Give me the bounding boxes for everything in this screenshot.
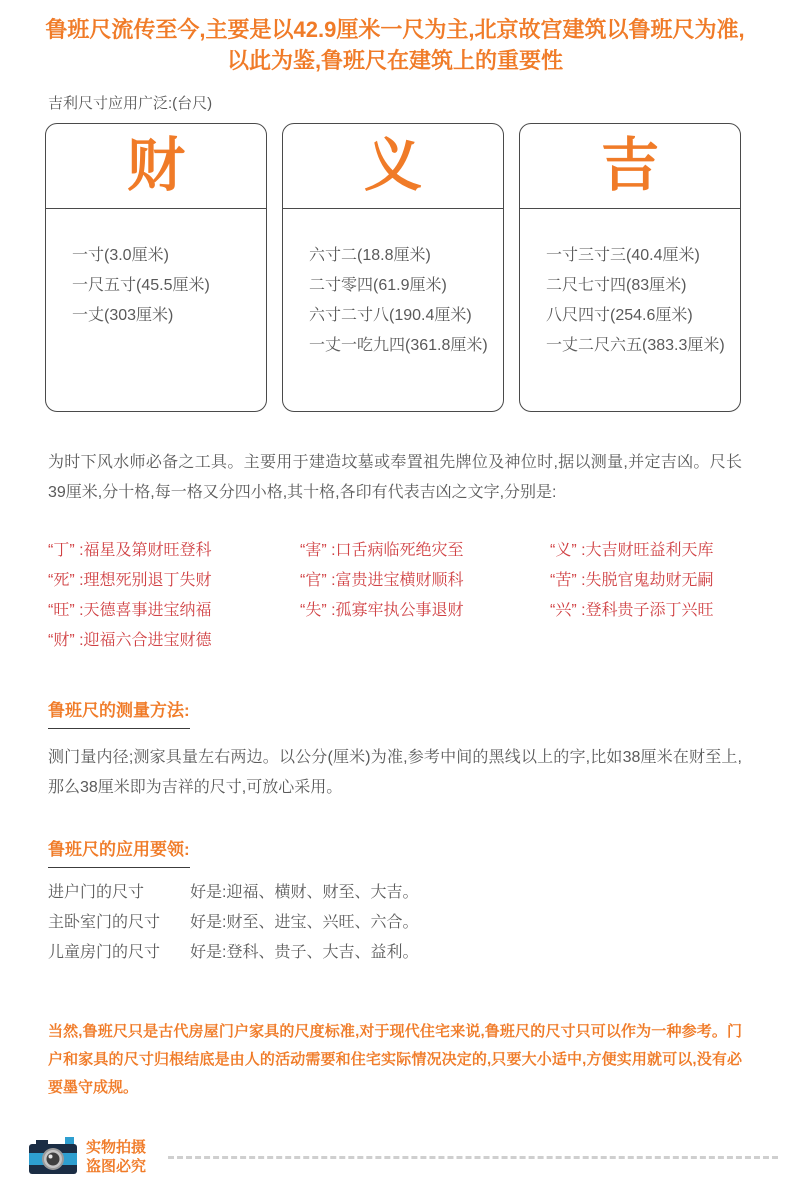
application-line <box>48 878 742 908</box>
term-item: “苦” :失脱官鬼劫财无嗣 <box>550 572 714 589</box>
term-column-3 <box>550 536 742 656</box>
term-item: “害” :口舌病临死绝灾至 <box>300 542 464 559</box>
measurement-item: 一丈二尺六五(383.3厘米) <box>546 337 725 354</box>
application-line <box>48 938 742 968</box>
measurement-item: 六寸二(18.8厘米) <box>309 247 431 264</box>
card-yi-body <box>283 209 503 361</box>
card-yi-header <box>283 124 503 209</box>
card-cai-body <box>46 209 266 331</box>
watermark-text <box>86 1138 146 1176</box>
dashed-divider <box>168 1156 778 1159</box>
term-column-2 <box>300 536 550 656</box>
application-line-value: 好是:财至、进宝、兴旺、六合。 <box>190 914 419 931</box>
disclaimer-note: 当然,鲁班尺只是古代房屋门户家具的尺度标准,对于现代住宅来说,鲁班尺的尺寸只可以作为一种参考。门户和家具的尺寸归根结底是由人的活动需要和住宅实际情况决定的,只要大小适中,方便实用就可以,没有必要墨守成规。 <box>48 1023 742 1096</box>
page-title <box>0 14 790 76</box>
term-item: “丁” :福星及第财旺登科 <box>48 542 212 559</box>
subtitle: 吉利尺寸应用广泛:(台尺) <box>48 95 213 112</box>
measurement-item: 二寸零四(61.9厘米) <box>309 277 447 294</box>
card-ji-character: 吉 <box>600 133 659 198</box>
measure-section-body: 测门量内径;测家具量左右两边。以公分(厘米)为准,参考中间的黑线以上的字,比如38厘米在财至上,那么38厘米即为吉祥的尺寸,可放心采用。 <box>48 749 742 796</box>
card-cai <box>45 123 267 412</box>
measurement-item: 六寸二寸八(190.4厘米) <box>309 307 472 324</box>
measurement-item: 一丈一吃九四(361.8厘米) <box>309 337 488 354</box>
watermark-line2: 盗图必究 <box>86 1158 147 1175</box>
measure-section-title: 鲁班尺的测量方法: <box>48 696 190 729</box>
term-item: “义” :大吉财旺益利天库 <box>550 542 714 559</box>
card-yi <box>282 123 504 412</box>
measurement-item: 八尺四寸(254.6厘米) <box>546 307 693 324</box>
application-line-label: 进户门的尺寸 <box>48 884 145 901</box>
page-title-line2: 以此为鉴,鲁班尺在建筑上的重要性 <box>226 48 564 73</box>
card-ji-header <box>520 124 740 209</box>
intro-paragraph: 为时下风水师必备之工具。主要用于建造坟墓或奉置祖先牌位及神位时,据以测量,并定吉凶。尺长39厘米,分十格,每一格又分四小格,其十格,各印有代表吉凶之文字,分别是: <box>48 454 742 501</box>
camera-icon <box>28 1136 78 1178</box>
measurement-item: 一寸三寸三(40.4厘米) <box>546 247 700 264</box>
card-yi-character: 义 <box>363 133 422 198</box>
application-line <box>48 908 742 938</box>
measurement-item: 一丈(303厘米) <box>72 307 174 324</box>
application-line-value: 好是:登科、贵子、大吉、益利。 <box>190 944 419 961</box>
application-section <box>48 835 742 868</box>
application-guidelines <box>48 878 742 968</box>
application-line-value: 好是:迎福、横财、财至、大吉。 <box>190 884 419 901</box>
measure-section <box>48 696 742 729</box>
watermark-line1: 实物拍摄 <box>86 1139 147 1156</box>
measurement-item: 一尺五寸(45.5厘米) <box>72 277 210 294</box>
measurement-item: 二尺七寸四(83厘米) <box>546 277 687 294</box>
term-definitions <box>48 536 742 656</box>
application-section-title: 鲁班尺的应用要领: <box>48 835 190 868</box>
application-line-label: 儿童房门的尺寸 <box>48 944 161 961</box>
footer <box>28 1136 778 1178</box>
application-line-label: 主卧室门的尺寸 <box>48 914 161 931</box>
measurement-item: 一寸(3.0厘米) <box>72 247 169 264</box>
card-ji <box>519 123 741 412</box>
term-column-1 <box>48 536 300 656</box>
lucky-size-cards <box>45 123 745 412</box>
card-cai-header <box>46 124 266 209</box>
term-item: “死” :理想死别退丁失财 <box>48 572 212 589</box>
term-item: “旺” :天德喜事进宝纳福 <box>48 602 212 619</box>
term-item: “官” :富贵进宝横财顺科 <box>300 572 464 589</box>
card-ji-body <box>520 209 740 361</box>
term-item: “兴” :登科贵子添丁兴旺 <box>550 602 714 619</box>
term-item: “财” :迎福六合进宝财德 <box>48 632 212 649</box>
card-cai-character: 财 <box>126 133 185 198</box>
page-title-line1: 鲁班尺流传至今,主要是以42.9厘米一尺为主,北京故宫建筑以鲁班尺为准, <box>45 17 745 42</box>
term-item: “失” :孤寡牢执公事退财 <box>300 602 464 619</box>
